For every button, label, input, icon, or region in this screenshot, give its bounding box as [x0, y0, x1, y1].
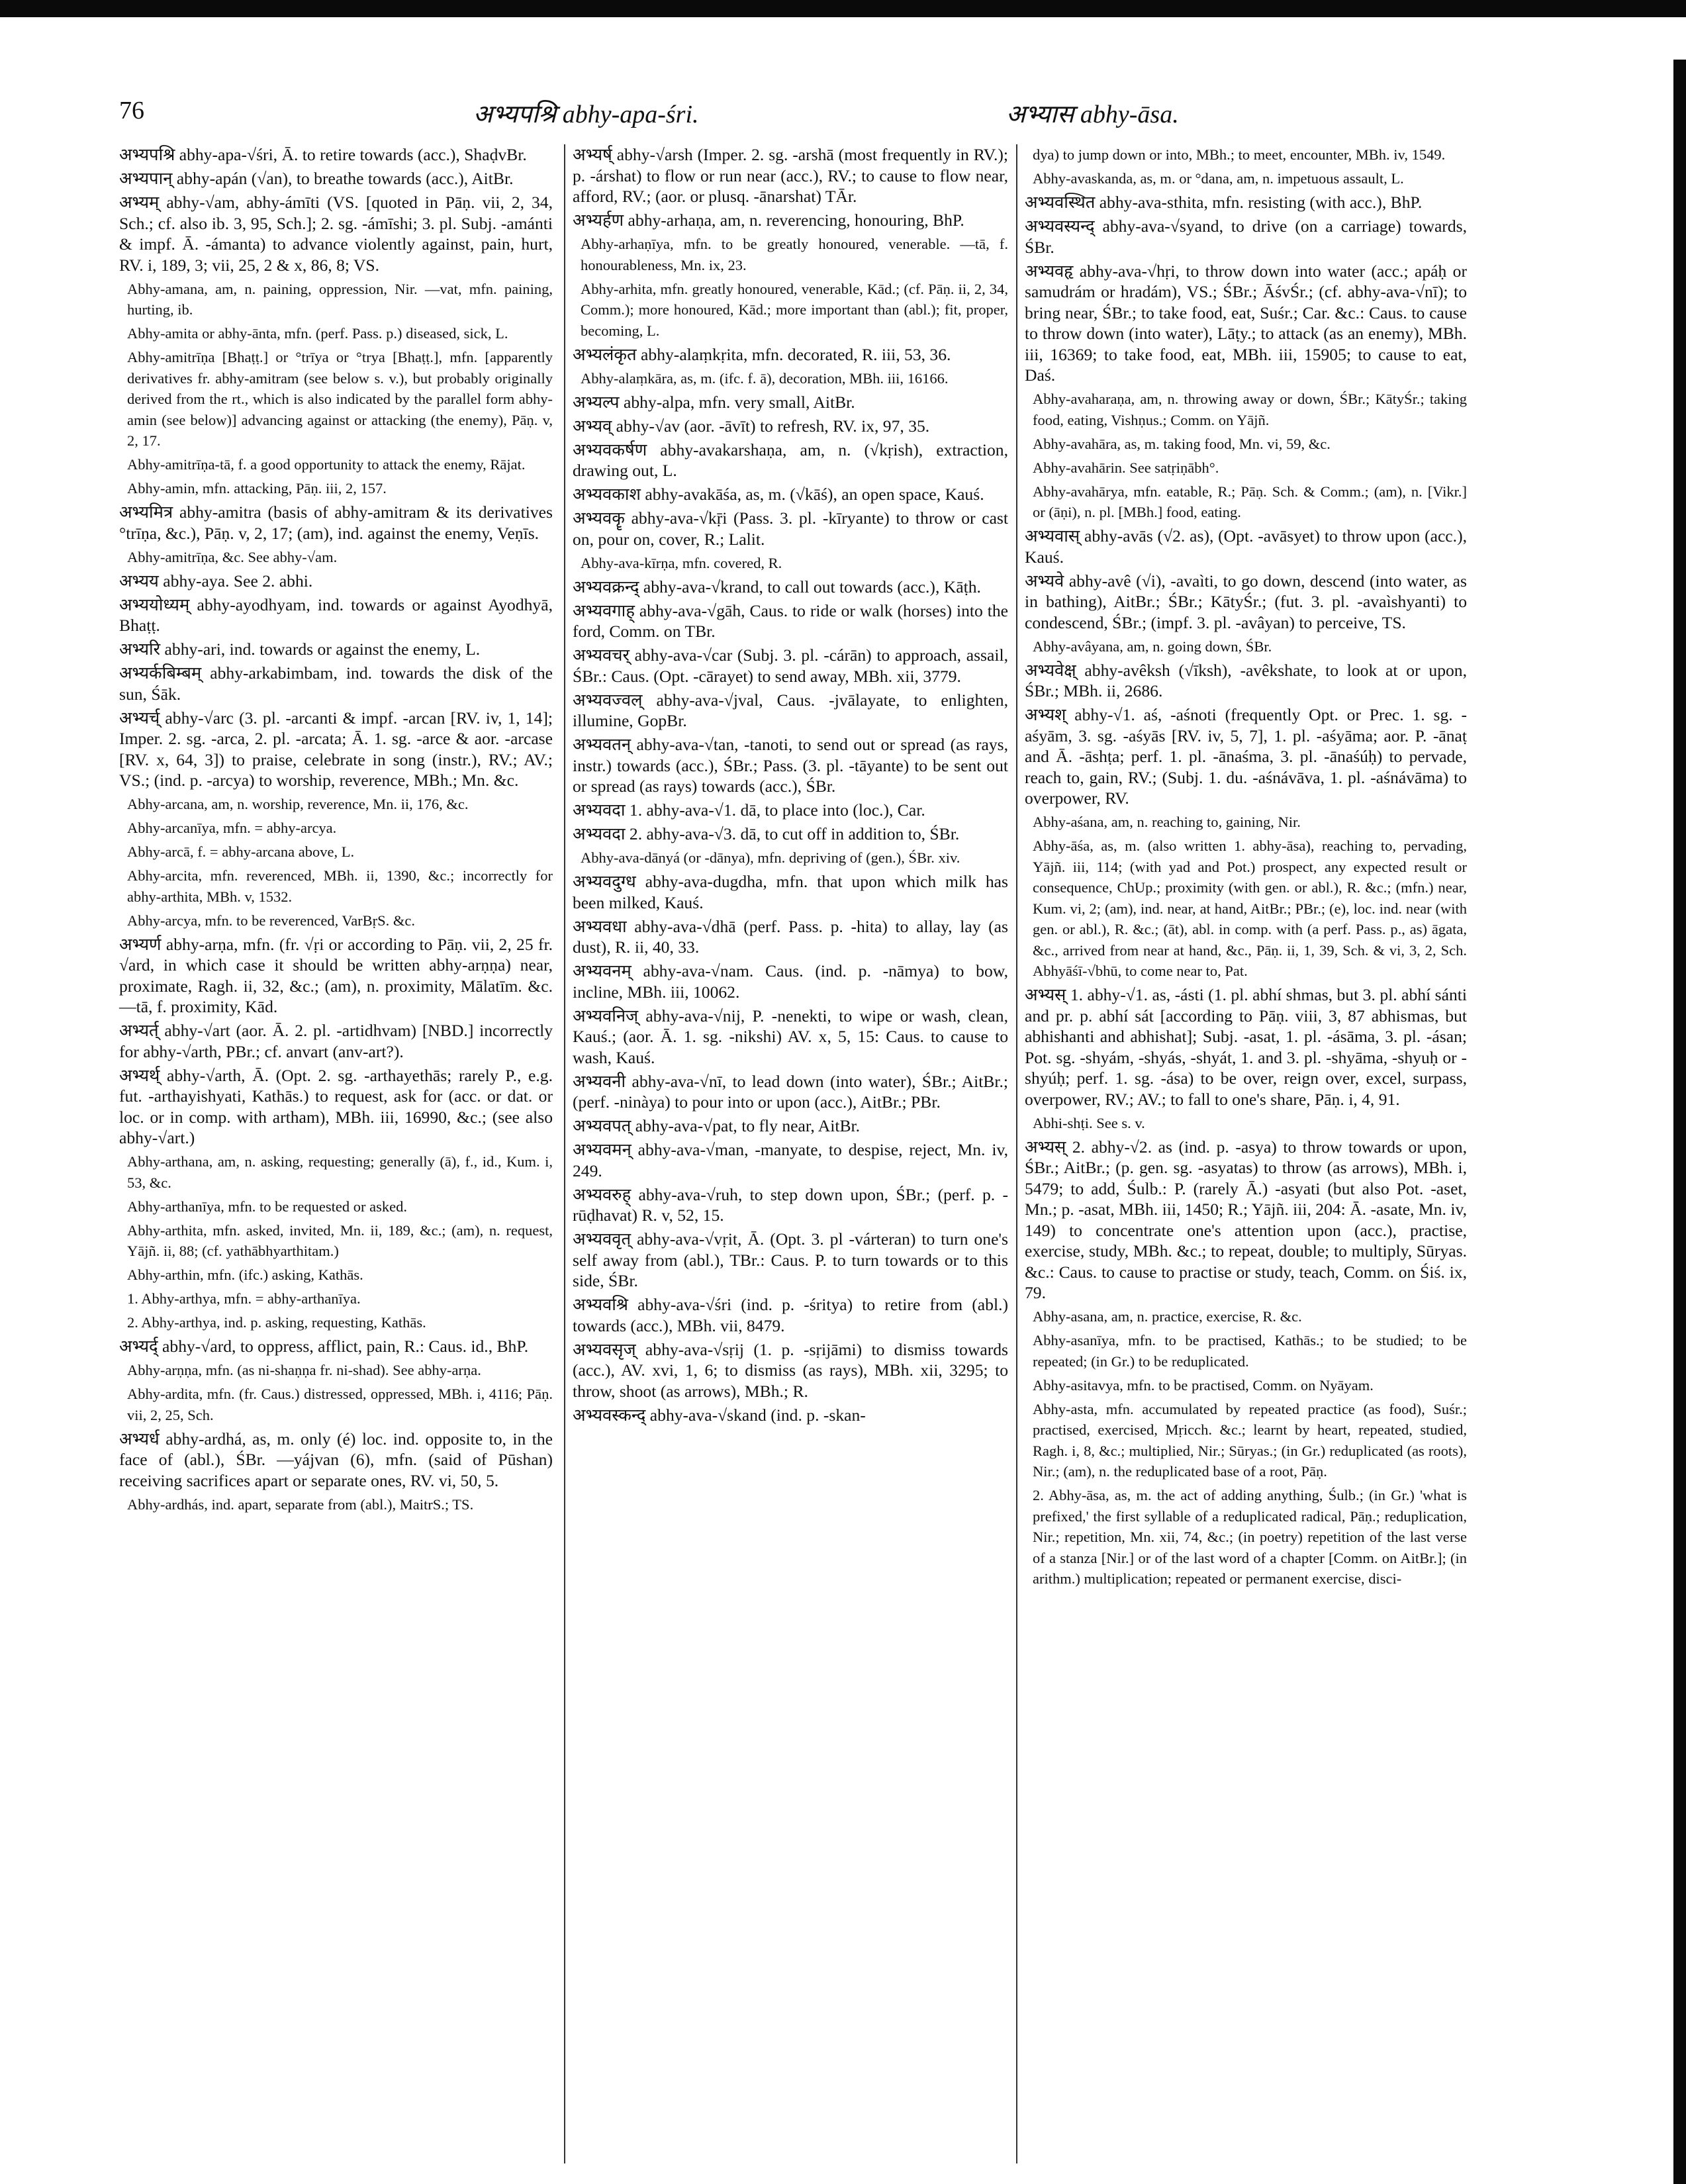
dictionary-entry: अभ्यवनम् abhy-ava-√nam. Caus. (ind. p. -nāmya) to bow, incline, MBh. iii, 10062. — [573, 961, 1008, 1002]
right-edge-bar — [1673, 60, 1686, 2184]
dictionary-entry: अभ्यवकॄ abhy-ava-√kṝi (Pass. 3. pl. -kīryante) to throw or cast on, pour on, cover, R.; Lalit. — [573, 508, 1008, 549]
dictionary-entry: Abhy-amin, mfn. attacking, Pāṇ. iii, 2, 157. — [127, 480, 387, 497]
dictionary-entry: अभ्यवहृ abhy-ava-√hṛi, to throw down into water (acc.; apáḥ or samudrám or hradám), VS.; ŚBr.; ĀśvŚr.; (cf. abhy-ava-√nī); to bring near, ŚBr.; to take food, eat, Suśr.; Car. &c.: Caus. to cause to throw down (into water), Lāṭy.; to attack (as an enemy), MBh. iii, 16369; to take food, eat, MBh. iii, 15905; to cause to eat, Daś. — [1025, 261, 1467, 385]
dictionary-entry: अभ्यरि abhy-ari, ind. towards or against the enemy, L. — [119, 640, 481, 659]
dictionary-entry: Abhy-amita or abhy-ānta, mfn. (perf. Pass. p.) diseased, sick, L. — [127, 325, 508, 342]
page-number: 76 — [119, 97, 144, 124]
dictionary-entry: अभ्यर्कबिम्बम् abhy-arkabimbam, ind. towards the disk of the sun, Śāk. — [119, 663, 553, 704]
dictionary-entry: अभ्यमित्र abhy-amitra (basis of abhy-amitram & its derivatives °trīṇa, &c.), Pāṇ. v, 2, 17; (am), ind. against the enemy, Veṇīs. — [119, 502, 553, 543]
dictionary-entry: Abhy-arthita, mfn. asked, invited, Mn. ii, 189, &c.; (am), n. request, Yājñ. ii, 88; (cf. yathābhyarthitam.) — [127, 1221, 553, 1259]
dictionary-entry: Abhy-avahārya, mfn. eatable, R.; Pāṇ. Sch. & Comm.; (am), n. [Vikr.] or (āṇi), n. pl. [MBh.] food, eating. — [1033, 483, 1467, 520]
dictionary-entry: अभ्यवधा abhy-ava-√dhā (perf. Pass. p. -hita) to allay, lay (as dust), R. ii, 40, 33. — [573, 916, 1008, 957]
dictionary-entry: अभ्यवेक्ष् abhy-avêksh (√īksh), -avêkshate, to look at or upon, ŚBr.; MBh. ii, 2686. — [1025, 660, 1467, 700]
dictionary-entry: अभ्यवकाश abhy-avakāśa, as, m. (√kāś), an open space, Kauś. — [573, 485, 984, 504]
column-divider-1 — [564, 144, 565, 2163]
dictionary-entry: अभ्यवदुग्ध abhy-ava-dugdha, mfn. that upon which milk has been milked, Kauś. — [573, 872, 1008, 912]
dictionary-entry: Abhy-ardhás, ind. apart, separate from (abl.), MaitrS.; TS. — [127, 1496, 474, 1513]
dictionary-entry: Abhy-arcanīya, mfn. = abhy-arcya. — [127, 820, 337, 836]
dictionary-entry: Abhy-avahārin. See satṛiṇābh°. — [1033, 459, 1219, 476]
right-running-headword: अभ्यास abhy-āsa. — [1006, 101, 1179, 128]
dictionary-entry: अभ्ययोध्यम् abhy-ayodhyam, ind. towards or against Ayodhyā, Bhaṭṭ. — [119, 594, 553, 635]
dictionary-entry: Abhy-asana, am, n. practice, exercise, R. &c. — [1033, 1308, 1302, 1325]
dictionary-entry: अभ्यल्प abhy-alpa, mfn. very small, AitBr. — [573, 392, 855, 412]
dictionary-entry: Abhy-arṇṇa, mfn. (as ni-shaṇṇa fr. ni-shad). See abhy-arṇa. — [127, 1362, 481, 1378]
page-header — [119, 96, 1443, 136]
dictionary-entry: Abhy-amitrīṇa, &c. See abhy-√am. — [127, 548, 338, 565]
dictionary-entry: Abhy-avahāra, as, m. taking food, Mn. vi, 59, &c. — [1033, 435, 1331, 452]
column-divider-2 — [1016, 144, 1017, 2163]
dictionary-entry: अभ्यलंकृत abhy-alaṃkṛita, mfn. decorated, R. iii, 53, 36. — [573, 344, 951, 364]
dictionary-entry: dya) to jump down or into, MBh.; to meet, encounter, MBh. iv, 1549. — [1033, 146, 1446, 163]
dictionary-entry: अभ्यवक्रन्द् abhy-ava-√krand, to call out towards (acc.), Kāṭh. — [573, 577, 981, 596]
dictionary-entry: अभ्यवदा 1. abhy-ava-√1. dā, to place into (loc.), Car. — [573, 800, 925, 820]
dictionary-entry: Abhy-ava-kīrṇa, mfn. covered, R. — [581, 554, 782, 571]
dictionary-entry: अभ्यवचर् abhy-ava-√car (Subj. 3. pl. -cárān) to approach, assail, ŚBr.: Caus. (Opt. -cārayet) to send away, MBh. xii, 3779. — [573, 645, 1008, 686]
dictionary-entry: अभ्यवश्रि abhy-ava-√śri (ind. p. -śritya) to retire from (abl.) towards (acc.), MBh. vii, 8479. — [573, 1295, 1008, 1335]
dictionary-entry: 1. Abhy-arthya, mfn. = abhy-arthanīya. — [127, 1290, 361, 1307]
dictionary-entry: अभ्यवास् abhy-avās (√2. as), (Opt. -avāsyet) to throw upon (acc.), Kauś. — [1025, 526, 1467, 567]
dictionary-entry: अभ्यस् 2. abhy-√2. as (ind. p. -asya) to throw towards or upon, ŚBr.; AitBr.; (p. gen. sg. -asyatas) to throw (as arrows), MBh. i, 5479; to add, Śulb.: P. (rarely Ā.) -asyati (but also Pot. -aset, Mn.; p. -asat, MBh. iii, 1450; R.; Yājñ. iii, 204: Ā. -asate, Mn. iv, 149) to concentrate one's attention upon (acc.), practise, exercise, study, MBh. &c.; to repeat, double; to multiply, Sūryas. &c.: Caus. to cause to practise or study, teach, Comm. on Śiś. ix, 79. — [1025, 1137, 1467, 1302]
dictionary-entry: Abhy-arthin, mfn. (ifc.) asking, Kathās. — [127, 1266, 363, 1283]
dictionary-entry: Abhy-arcā, f. = abhy-arcana above, L. — [127, 843, 355, 860]
dictionary-entry: Abhy-avaharaṇa, am, n. throwing away or down, ŚBr.; KātyŚr.; taking food, eating, Vishṇus.; Comm. on Yājñ. — [1033, 391, 1467, 428]
dictionary-entry: अभ्यर्च् abhy-√arc (3. pl. -arcanti & impf. -arcan [RV. iv, 1, 14]; Imper. 2. sg. -arca, 2. pl. -arcata; Ā. 1. sg. -arce & aor. -arcase [RV. x, 64, 3]) to praise, celebrate in song (instr.), RV.; AV.; VS.; (ind. p. -arcya) to worship, reverence, MBh.; Mn. &c. — [119, 708, 553, 790]
dictionary-entry: Abhy-asitavya, mfn. to be practised, Comm. on Nyāyam. — [1033, 1376, 1374, 1394]
dictionary-entry: Abhy-asanīya, mfn. to be practised, Kathās.; to be studied; to be repeated; (in Gr.) to be reduplicated. — [1033, 1332, 1467, 1370]
dictionary-entry: अभ्यस् 1. abhy-√1. as, -ásti (1. pl. abhí shmas, but 3. pl. abhí sánti and pr. p. abhí sát [according to Pāṇ. viii, 3, 87 abhismas, but abhishanti and abhishat]; Subj. -asat, 1. pl. -ásāma, 3. pl. -ásan; Pot. sg. -shyám, -shyás, -shyát, 1. and 3. pl. -shyāma, -shyuḥ or -shyúḥ; perf. 1. sg. -ása) to be over, reign over, excel, surpass, overpower, RV.; AV.; to fall to one's share, Pāṇ. i, 4, 91. — [1025, 985, 1467, 1109]
dictionary-entry: अभ्यय abhy-aya. See 2. abhi. — [119, 571, 313, 591]
dictionary-entry: Abhy-asta, mfn. accumulated by repeated practice (as food), Suśr.; practised, exercised, Mṛicch. &c.; learnt by heart, repeated, studied, Ragh. i, 8, &c.; multiplied, Nir.; Sūryas.; (in Gr.) reduplicated (as roots), Nir.; (am), n. the reduplicated base of a root, Pāṇ. — [1033, 1400, 1467, 1480]
dictionary-entry: अभ्यर्ध abhy-ardhá, as, m. only (é) loc. ind. opposite to, in the face of (abl.), ŚBr. —yájvan (6), mfn. (said of Pūshan) receiving sacrifices apart or separate ones, RV. vi, 50, 5. — [119, 1429, 553, 1490]
dictionary-entry: अभ्यर्ष् abhy-√arsh (Imper. 2. sg. -arshā (most frequently in RV.); p. -árshat) to flow or run near (acc.), RV.; to cause to flow near, afford, RV.; (aor. or plusq. -ānarshat) TĀr. — [573, 145, 1008, 206]
dictionary-entry: अभ्यवरुह् abhy-ava-√ruh, to step down upon, ŚBr.; (perf. p. -rūḍhavat) R. v, 52, 15. — [573, 1184, 1008, 1225]
dictionary-entry: अभ्यपश्रि abhy-apa-√śri, Ā. to retire towards (acc.), ShaḍvBr. — [119, 145, 527, 164]
dictionary-entry: Abhy-amana, am, n. paining, oppression, Nir. —vat, mfn. paining, hurting, ib. — [127, 280, 553, 318]
dictionary-column-3 — [1025, 144, 1467, 1592]
dictionary-entry: Abhy-ardita, mfn. (fr. Caus.) distressed, oppressed, MBh. i, 4116; Pāṇ. vii, 2, 25, Sch. — [127, 1386, 553, 1423]
dictionary-entry: अभ्यवज्वल् abhy-ava-√jval, Caus. -jvālayate, to enlighten, illumine, GopBr. — [573, 690, 1008, 730]
dictionary-entry: अभ्यवसृज् abhy-ava-√sṛij (1. p. -sṛijāmi) to dismiss towards (acc.), AV. xvi, 1, 6; to dismiss (as rays), MBh. xii, 3295; to throw, shoot (as arrows), MBh.; R. — [573, 1339, 1008, 1401]
dictionary-entry: अभ्यम् abhy-√am, abhy-ámīti (VS. [quoted in Pāṇ. vii, 2, 34, Sch.; cf. also ib. 3, 95, Sch.]; 2. sg. -ámīshi; 3. pl. Subj. -amánti & impf. Ā. -ámanta) to advance violently against, pain, hurt, RV. i, 189, 3; vii, 25, 2 & x, 86, 8; VS. — [119, 193, 553, 275]
dictionary-entry: Abhy-amitrīṇa-tā, f. a good opportunity to attack the enemy, Rājat. — [127, 456, 526, 473]
dictionary-entry: अभ्यश् abhy-√1. aś, -aśnoti (frequently Opt. or Prec. 1. sg. -aśyām, 3. sg. -aśyās [RV. iv, 5, 7], 1. pl. -aśyāma; aor. P. -ānaṭ and Ā. -āshṭa; perf. 1. pl. -ānaśma, 3. pl. -ānaśúḥ) to pervade, reach to, gain, RV.; (Subj. 1. du. -aśnávāva, 1. pl. -aśnávāma) to overpower, RV. — [1025, 705, 1467, 808]
dictionary-entry: Abhy-arcana, am, n. worship, reverence, Mn. ii, 176, &c. — [127, 796, 469, 812]
dictionary-entry: अभ्यवपत् abhy-ava-√pat, to fly near, AitBr. — [573, 1116, 861, 1135]
dictionary-entry: Abhy-aśana, am, n. reaching to, gaining, Nir. — [1033, 814, 1301, 830]
dictionary-entry: Abhi-shṭi. See s. v. — [1033, 1114, 1145, 1131]
left-running-headword: अभ्यपश्रि abhy-apa-śri. — [473, 101, 699, 128]
dictionary-entry: अभ्यर्द् abhy-√ard, to oppress, afflict, pain, R.: Caus. id., BhP. — [119, 1337, 529, 1356]
dictionary-entry: 2. Abhy-arthya, ind. p. asking, requesting, Kathās. — [127, 1314, 426, 1331]
dictionary-entry: अभ्यवकर्षण abhy-avakarshaṇa, am, n. (√kṛish), extraction, drawing out, L. — [573, 440, 1008, 480]
dictionary-entry: Abhy-avâyana, am, n. going down, ŚBr. — [1033, 638, 1272, 655]
dictionary-entry: अभ्यवमन् abhy-ava-√man, -manyate, to despise, reject, Mn. iv, 249. — [573, 1140, 1008, 1180]
dictionary-entry: अभ्यव् abhy-√av (aor. -āvīt) to refresh, RV. ix, 97, 35. — [573, 416, 930, 436]
dictionary-entry: अभ्यर्थ् abhy-√arth, Ā. (Opt. 2. sg. -arthayethās; rarely P., e.g. fut. -arthayishyati, Kathās.) to request, ask for (acc. or dat. or loc. or in comp. with artham), MBh. iii, 16990, &c.; (see also abhy-√art.) — [119, 1065, 553, 1147]
dictionary-entry: Abhy-arhaṇīya, mfn. to be greatly honoured, venerable. —tā, f. honourableness, Mn. ix, 23. — [581, 236, 1008, 273]
dictionary-entry: Abhy-alaṃkāra, as, m. (ifc. f. ā), decoration, MBh. iii, 16166. — [581, 369, 949, 387]
dictionary-entry: अभ्यवस्यन्द् abhy-ava-√syand, to drive (on a carriage) towards, ŚBr. — [1025, 216, 1467, 257]
dictionary-entry: अभ्यवस्कन्द् abhy-ava-√skand (ind. p. -skan- — [573, 1405, 866, 1425]
dictionary-entry: अभ्यवतन् abhy-ava-√tan, -tanoti, to send out or spread (as rays, instr.) towards (acc.), ŚBr.; Pass. (3. pl. -tāyante) to be sent out or spread (as rays) towards (acc.), ŚBr. — [573, 735, 1008, 796]
dictionary-entry: Abhy-āśa, as, m. (also written 1. abhy-āsa), reaching to, pervading, Yājñ. iii, 114; (with yad and Pot.) prospect, any expected result or consequence, ChUp.; proximity (with gen. or abl.), R. &c.; (mfn.) near, Kum. vi, 2; (am), ind. near, at hand, AitBr.; PBr.; (e), loc. ind. near (with gen. or abl.), R. &c.; (āt), abl. in comp. with (a perf. Pass. p., as) āgata, &c., arrived from near at hand, &c., Pāṇ. ii, 1, 39, Sch. & vi, 3, 2, Sch. Abhyāśī-√bhū, to come near to, Pat. — [1033, 837, 1467, 979]
dictionary-entry: Abhy-arcita, mfn. reverenced, MBh. ii, 1390, &c.; incorrectly for abhy-arthita, MBh. v, 1532. — [127, 867, 553, 905]
dictionary-entry: अभ्यवगाह् abhy-ava-√gāh, Caus. to ride or walk (horses) into the ford, Comm. on TBr. — [573, 600, 1008, 641]
dictionary-entry: Abhy-amitrīṇa [Bhaṭṭ.] or °trīya or °trya [Bhaṭṭ.], mfn. [apparently derivatives fr. abhy-amitram (see below s. v.), but probably originally derived from the rt., which is also indicated by the parallel form abhy-amin (see below)] advancing against or attacking (the enemy), Pāṇ. v, 2, 17. — [127, 349, 553, 449]
dictionary-entry: अभ्यर्त् abhy-√art (aor. Ā. 2. pl. -artidhvam) [NBD.] incorrectly for abhy-√arth, PBr.; cf. anvart (anv-art?). — [119, 1021, 553, 1061]
dictionary-entry: अभ्यवस्थित abhy-ava-sthita, mfn. resisting (with acc.), BhP. — [1025, 193, 1423, 212]
dictionary-entry: अभ्यपान् abhy-apán (√an), to breathe towards (acc.), AitBr. — [119, 169, 514, 188]
dictionary-entry: अभ्यवनिज् abhy-ava-√nij, P. -nenekti, to wipe or wash, clean, Kauś.; (aor. Ā. 1. sg. -nikshi) AV. x, 5, 15: Caus. to cause to wash, Kauś. — [573, 1006, 1008, 1067]
dictionary-entry: 2. Abhy-āsa, as, m. the act of adding anything, Śulb.; (in Gr.) 'what is prefixed,' the first syllable of a reduplicated radical, Pāṇ.; reduplication, Nir.; repetition, Mn. xii, 74, &c.; (in poetry) repetition of the last verse of a stanza [Nir.] or of the last word of a chapter [Comm. on AitBr.]; (in arithm.) multiplication; repeated or permanent exercise, disci- — [1033, 1487, 1467, 1587]
dictionary-entry: अभ्यवदा 2. abhy-ava-√3. dā, to cut off in addition to, ŚBr. — [573, 824, 960, 843]
dictionary-entry: Abhy-arhita, mfn. greatly honoured, venerable, Kād.; (cf. Pāṇ. ii, 2, 34, Comm.); more honoured, Kād.; more important than (abl.); fit, proper, becoming, L. — [581, 280, 1008, 339]
dictionary-column-1 — [119, 144, 553, 1518]
dictionary-entry: अभ्यर्हण abhy-arhaṇa, am, n. reverencing, honouring, BhP. — [573, 211, 964, 230]
dictionary-entry: Abhy-arthana, am, n. asking, requesting; generally (ā), f., id., Kum. i, 53, &c. — [127, 1153, 553, 1191]
dictionary-entry: अभ्यववृत् abhy-ava-√vṛit, Ā. (Opt. 3. pl -várteran) to turn one's self away from (abl.), TBr.: Caus. P. to turn towards or to this side, ŚBr. — [573, 1229, 1008, 1290]
dictionary-entry: Abhy-ava-dānyá (or -dānya), mfn. depriving of (gen.), ŚBr. xiv. — [581, 849, 960, 866]
dictionary-entry: अभ्यर्ण abhy-arṇa, mfn. (fr. √ṛi or according to Pāṇ. vii, 2, 25 fr. √ard, in which case it should be written abhy-arṇṇa) near, proximate, Ragh. ii, 32, &c.; (am), n. proximity, Mālatīm. &c. —tā, f. proximity, Kād. — [119, 934, 553, 1016]
dictionary-column-2 — [573, 144, 1008, 1429]
dictionary-entry: Abhy-arthanīya, mfn. to be requested or asked. — [127, 1198, 407, 1215]
top-border-bar — [0, 0, 1686, 17]
dictionary-entry: अभ्यवनी abhy-ava-√nī, to lead down (into water), ŚBr.; AitBr.; (perf. -ninàya) to pour into or upon (acc.), AitBr.; PBr. — [573, 1071, 1008, 1112]
dictionary-entry: अभ्यवे abhy-avê (√i), -avaìti, to go down, descend (into water, as in bathing), AitBr.; ŚBr.; KātyŚr.; (fut. 3. pl. -avaìshyanti) to condescend, ŚBr.; (impf. 3. pl. -avâyan) to perceive, TS. — [1025, 571, 1467, 632]
dictionary-entry: Abhy-arcya, mfn. to be reverenced, VarBṛS. &c. — [127, 912, 416, 929]
dictionary-entry: Abhy-avaskanda, as, m. or °dana, am, n. impetuous assault, L. — [1033, 170, 1404, 187]
